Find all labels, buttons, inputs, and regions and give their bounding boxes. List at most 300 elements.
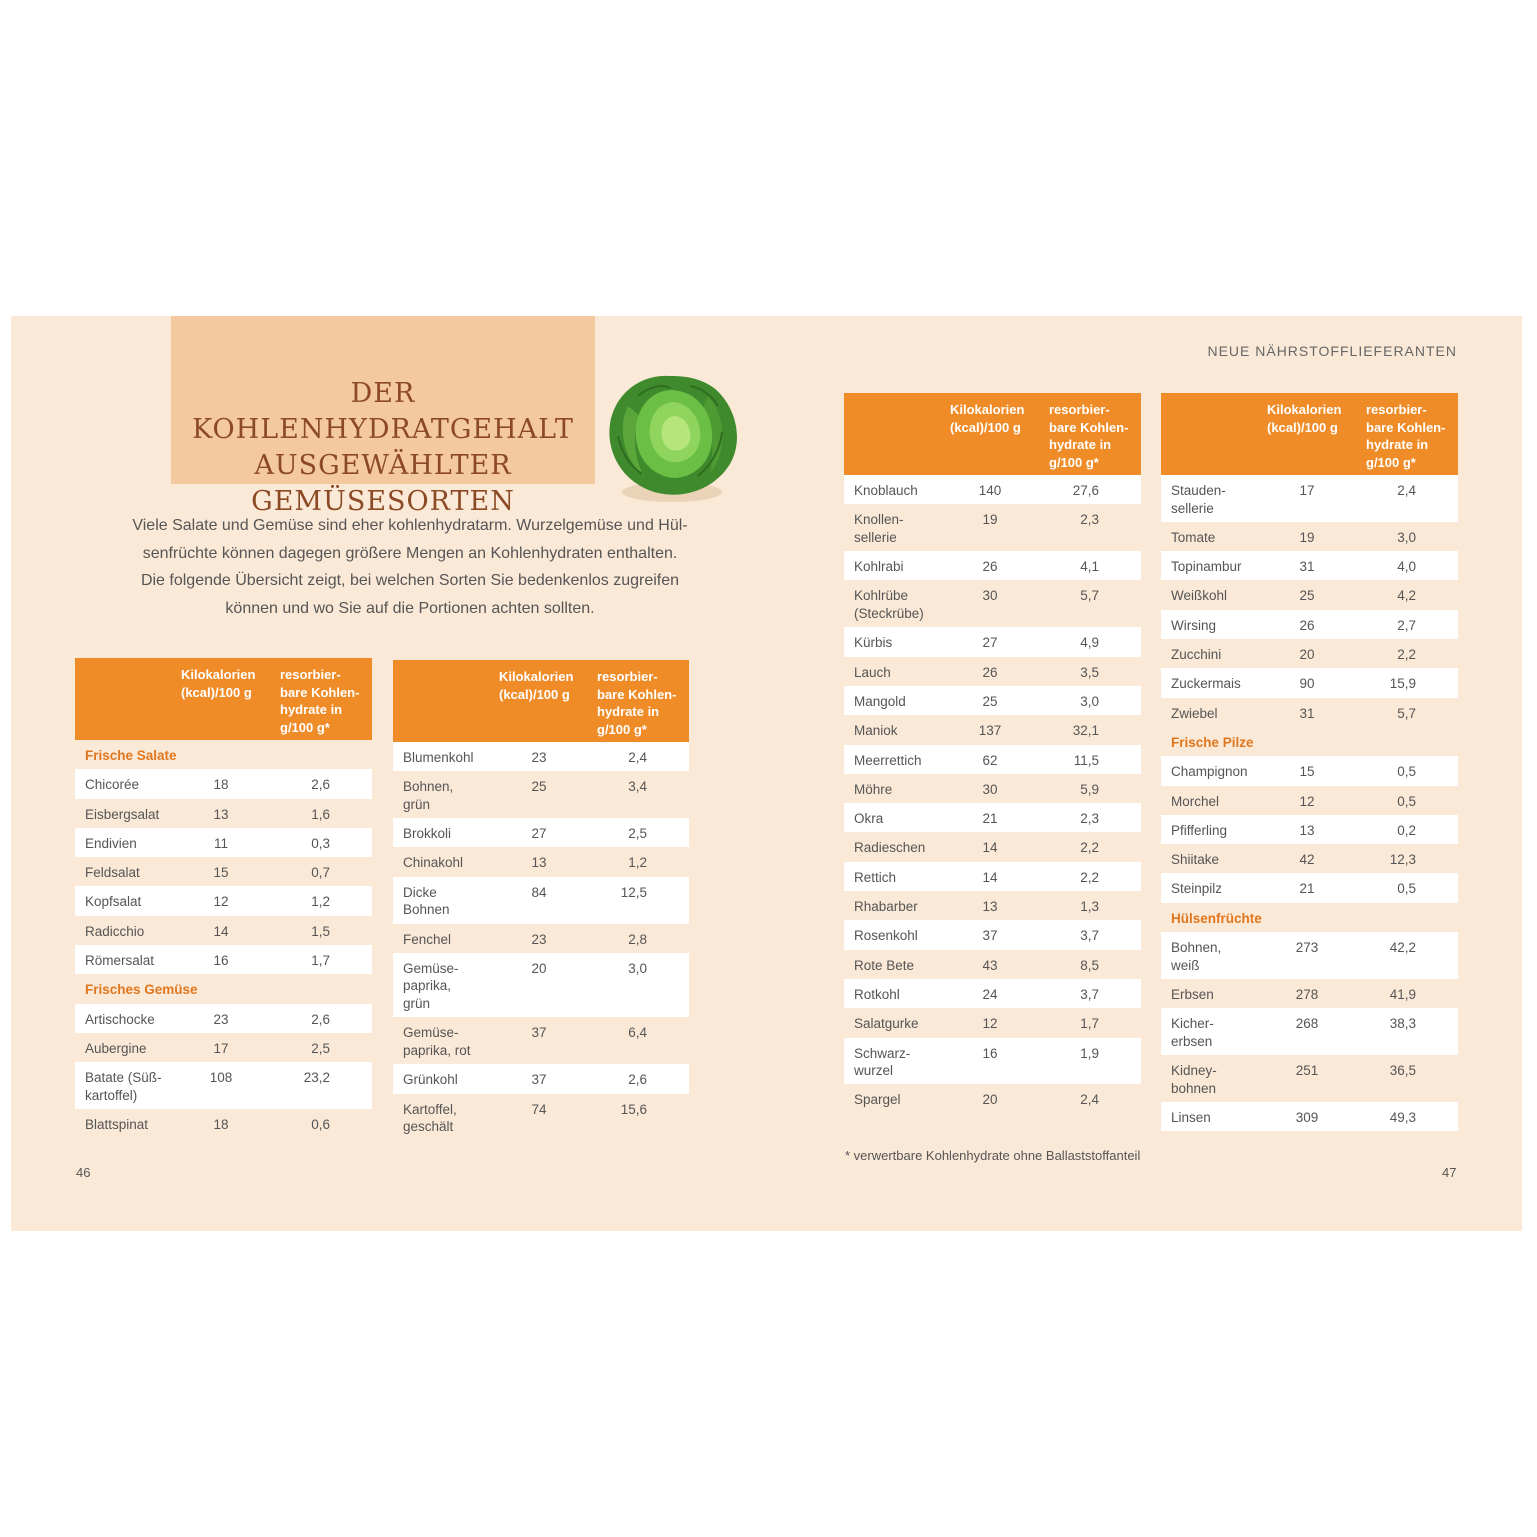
table-row [844, 920, 1141, 949]
carbs-value: 23,2 [303, 1070, 330, 1086]
name-line: Rosenkohl [854, 928, 918, 944]
carbs-value: 32,1 [1072, 723, 1099, 739]
table-row [1161, 668, 1458, 697]
table-row [844, 891, 1141, 920]
name-line: wurzel [854, 1063, 894, 1078]
name-line: Kürbis [854, 635, 893, 651]
kcal-value: 20 [531, 960, 547, 976]
vegetable-name [1171, 529, 1215, 547]
header-carbs-line: bare Kohlen- [597, 686, 677, 702]
table-row [1161, 580, 1458, 609]
header-carbs-line: g/100 g* [1049, 454, 1099, 470]
name-line: Endivien [85, 835, 137, 851]
name-line: Okra [854, 811, 884, 827]
name-line: Frische Salate [85, 748, 177, 763]
name-line: Shiitake [1171, 852, 1220, 868]
carbs-value: 2,2 [1397, 647, 1416, 663]
carbs-value: 3,5 [1080, 664, 1099, 680]
table-row [844, 950, 1141, 979]
kcal-value: 140 [978, 483, 1002, 498]
kcal-value: 14 [982, 869, 998, 885]
kcal-value: 15 [213, 865, 229, 881]
name-line: Meerrettich [854, 752, 922, 768]
table-row [844, 580, 1141, 627]
name-line: Rotkohl [854, 986, 900, 1002]
name-line: Chicorée [85, 777, 140, 793]
vegetable-name [403, 854, 463, 872]
vegetable-name [854, 634, 892, 652]
kcal-value: 30 [982, 588, 998, 604]
nutrition-table-3 [844, 393, 1141, 1114]
carbs-value: 2,5 [311, 1040, 330, 1056]
name-line: Kohlrabi [854, 559, 904, 575]
intro-line-3: Die folgende Übersicht zeigt, bei welchen Sorten Sie bedenkenlos zugreifen [140, 572, 680, 589]
table-row [844, 504, 1141, 551]
name-line: Salatgurke [854, 1016, 919, 1032]
table-row [844, 1084, 1141, 1113]
carbs-value: 0,3 [311, 835, 330, 851]
carbs-value: 41,9 [1389, 986, 1416, 1002]
name-line: Hülsenfrüchte [1171, 910, 1262, 926]
kcal-value: 19 [982, 512, 998, 528]
vegetable-name [403, 931, 451, 949]
carbs-value: 1,7 [311, 953, 330, 969]
nutrition-table-4 [1161, 393, 1458, 1131]
kcal-value: 16 [213, 953, 229, 969]
name-line: Zucchini [1171, 647, 1222, 663]
kcal-value: 273 [1295, 940, 1319, 956]
kcal-value: 16 [982, 1045, 998, 1061]
table-row [393, 1064, 689, 1093]
table-row [75, 1033, 372, 1062]
carbs-value: 2,6 [311, 777, 330, 793]
table-row [1161, 844, 1458, 873]
name-line: Rote Bete [854, 957, 915, 973]
header-carbs-line: hydrate in [1049, 437, 1112, 452]
kcal-value: 23 [213, 1011, 229, 1027]
lettuce-icon [598, 366, 742, 506]
carbs-value: 11,5 [1073, 752, 1099, 768]
page-title [171, 376, 595, 520]
vegetable-name [85, 893, 141, 911]
name-line: kartoffel) [85, 1087, 138, 1103]
carbs-value: 2,2 [1080, 869, 1099, 885]
carbs-value: 15,9 [1389, 676, 1416, 692]
header-carbs [597, 668, 676, 738]
vegetable-name [85, 1116, 148, 1134]
vegetable-name [854, 957, 914, 975]
vegetable-name [854, 1091, 901, 1109]
table-row [75, 828, 372, 857]
carbs-value: 12,3 [1389, 852, 1416, 868]
name-line: Chinakohl [403, 855, 464, 871]
header-kcal-line: Kilokalorien [181, 667, 256, 682]
vegetable-name [854, 1045, 910, 1080]
carbs-value: 1,5 [311, 923, 330, 939]
carbs-value: 8,5 [1080, 957, 1099, 973]
carbs-value: 1,2 [628, 855, 647, 871]
kcal-value: 20 [982, 1092, 998, 1108]
header-carbs-line: resorbier- [280, 667, 341, 682]
name-line: Wirsing [1171, 617, 1217, 633]
vegetable-name [85, 1069, 162, 1104]
header-kcal [499, 668, 573, 703]
table-row [844, 979, 1141, 1008]
vegetable-name [854, 558, 904, 576]
kcal-value: 278 [1295, 986, 1319, 1002]
carbs-value: 1,9 [1080, 1045, 1099, 1061]
kcal-value: 31 [1299, 705, 1315, 721]
name-line: Champignon [1171, 764, 1248, 780]
name-line: Grünkohl [403, 1072, 458, 1088]
name-line: Stauden- [1171, 483, 1226, 498]
kcal-value: 18 [213, 777, 229, 793]
header-carbs-line: bare Kohlen- [1049, 419, 1129, 435]
name-line: geschält [403, 1119, 454, 1135]
header-carbs [280, 666, 359, 736]
carbs-value: 27,6 [1072, 483, 1099, 498]
header-carbs-line: bare Kohlen- [280, 684, 360, 700]
kcal-value: 23 [531, 750, 547, 765]
carbs-value: 3,0 [1397, 529, 1416, 545]
carbs-value: 15,6 [620, 1101, 647, 1117]
name-line: Möhre [854, 781, 893, 797]
carbs-value: 4,1 [1080, 559, 1099, 575]
vegetable-name [854, 482, 918, 500]
name-line: paprika, [403, 978, 452, 994]
name-line: Artischocke [85, 1011, 155, 1027]
table-row [75, 857, 372, 886]
kcal-value: 12 [982, 1016, 998, 1032]
vegetable-name [854, 810, 883, 828]
vegetable-name [85, 952, 154, 970]
vegetable-name [854, 869, 896, 887]
kcal-value: 27 [982, 635, 998, 651]
kcal-value: 13 [1299, 822, 1315, 838]
vegetable-name [403, 1101, 457, 1136]
vegetable-name [85, 806, 159, 824]
carbs-value: 2,3 [1080, 512, 1099, 528]
vegetable-name [854, 1015, 919, 1033]
table-row [1161, 756, 1458, 785]
kcal-value: 17 [1299, 483, 1315, 498]
kcal-value: 12 [213, 894, 229, 910]
kcal-value: 25 [1299, 588, 1315, 604]
kcal-value: 19 [1299, 529, 1315, 545]
name-line: sellerie [1171, 500, 1214, 516]
table-row [844, 1008, 1141, 1037]
name-line: Maniok [854, 723, 898, 739]
vegetable-name [403, 778, 453, 813]
table-row [844, 657, 1141, 686]
carbs-value: 2,4 [1080, 1092, 1099, 1108]
name-line: erbsen [1171, 1033, 1213, 1049]
vegetable-name [854, 781, 892, 799]
table-row [1161, 932, 1458, 979]
table-row [75, 916, 372, 945]
vegetable-name [1171, 705, 1218, 723]
name-line: Schwarz- [854, 1045, 911, 1061]
section-heading [1161, 903, 1458, 932]
name-line: Batate (Süß- [85, 1070, 162, 1086]
name-line: Gemüse- [403, 960, 459, 976]
carbs-value: 5,7 [1080, 588, 1099, 604]
header-carbs-line: resorbier- [1049, 402, 1110, 417]
kcal-value: 37 [982, 928, 998, 944]
name-line: Blumenkohl [403, 750, 474, 765]
kcal-value: 90 [1299, 676, 1315, 692]
table-row [1161, 610, 1458, 639]
intro-line-1: Viele Salate und Gemüse sind eher kohlenhydratarm. Wurzelgemüse und Hül- [132, 517, 688, 534]
intro-line-4: können und wo Sie auf die Portionen achten sollten. [225, 599, 595, 617]
table-row [1161, 1102, 1458, 1131]
header-carbs-line: g/100 g* [1366, 454, 1416, 470]
header-kcal-line: (kcal)/100 g [181, 684, 252, 700]
name-line: bohnen [1171, 1080, 1217, 1096]
header-kcal-line: (kcal)/100 g [950, 419, 1021, 435]
carbs-value: 0,6 [311, 1117, 330, 1133]
carbs-value: 0,5 [1397, 764, 1416, 780]
kcal-value: 309 [1295, 1109, 1319, 1125]
header-carbs-line: hydrate in [597, 704, 660, 719]
kcal-value: 27 [531, 826, 547, 842]
kcal-value: 42 [1299, 852, 1315, 868]
vegetable-name [854, 722, 898, 740]
table-row [844, 715, 1141, 744]
vegetable-name [403, 825, 451, 843]
kcal-value: 13 [982, 899, 998, 915]
kcal-value: 108 [209, 1070, 233, 1086]
carbs-value: 5,7 [1397, 705, 1416, 721]
name-line: Rhabarber [854, 899, 918, 915]
name-line: Bohnen, [1171, 940, 1222, 956]
table-row [844, 862, 1141, 891]
kcal-value: 17 [213, 1040, 229, 1056]
vegetable-name [1171, 822, 1227, 840]
title-line-2: AUSGEWÄHLTER GEMÜSESORTEN [251, 450, 515, 517]
table-row [1161, 815, 1458, 844]
vegetable-name [1171, 986, 1214, 1004]
kcal-value: 24 [982, 986, 998, 1002]
table-row [393, 1094, 689, 1141]
table-header [844, 393, 1141, 475]
kcal-value: 43 [982, 957, 998, 973]
name-line: Frisches Gemüse [85, 982, 198, 998]
name-line: Kidney- [1171, 1063, 1217, 1079]
carbs-value: 2,6 [628, 1072, 647, 1088]
table-row [393, 771, 689, 818]
carbs-value: 36,5 [1389, 1063, 1416, 1079]
carbs-value: 12,5 [620, 884, 647, 900]
carbs-value: 2,5 [628, 826, 647, 842]
section-heading [75, 974, 372, 1003]
header-carbs [1366, 401, 1445, 471]
table-header [393, 660, 689, 742]
carbs-value: 2,8 [628, 931, 647, 947]
header-carbs-line: bare Kohlen- [1366, 419, 1446, 435]
header-carbs-line: resorbier- [1366, 402, 1427, 417]
carbs-value: 3,0 [1080, 693, 1099, 709]
section-label [85, 981, 198, 999]
kcal-value: 23 [531, 931, 547, 947]
table-row [75, 945, 372, 974]
table-row [844, 774, 1141, 803]
table-row [844, 745, 1141, 774]
table-row [75, 1062, 372, 1109]
name-line: weiß [1171, 957, 1200, 973]
vegetable-name [854, 752, 922, 770]
name-line: sellerie [854, 529, 897, 545]
vegetable-name [854, 927, 918, 945]
table-row [75, 1109, 372, 1138]
vegetable-name [403, 1024, 471, 1059]
carbs-value: 0,7 [311, 865, 330, 881]
nutrition-table-2 [393, 660, 689, 1140]
header-kcal [950, 401, 1024, 436]
name-line: Weißkohl [1171, 588, 1228, 604]
carbs-value: 5,9 [1080, 781, 1099, 797]
header-kcal-line: Kilokalorien [499, 669, 574, 684]
name-line: Bohnen [403, 902, 450, 918]
name-line: Tomate [1171, 529, 1216, 545]
carbs-value: 3,7 [1080, 986, 1099, 1002]
kcal-value: 251 [1295, 1063, 1319, 1079]
name-line: Bohnen, [403, 779, 454, 795]
name-line: Mangold [854, 693, 906, 709]
kcal-value: 21 [1299, 881, 1315, 897]
kcal-value: 12 [1299, 793, 1315, 809]
name-line: Topinambur [1171, 559, 1242, 575]
carbs-value: 1,7 [1080, 1016, 1099, 1032]
vegetable-name [854, 587, 924, 622]
kcal-value: 37 [531, 1025, 547, 1041]
name-line: (Steckrübe) [854, 605, 924, 621]
table-row [75, 769, 372, 798]
header-kcal-line: Kilokalorien [1267, 402, 1342, 417]
table-row [1161, 522, 1458, 551]
kcal-value: 18 [213, 1117, 229, 1133]
name-line: Zwiebel [1171, 705, 1218, 721]
kcal-value: 25 [982, 693, 998, 709]
table-row [1161, 1008, 1458, 1055]
page-number-right: 47 [1442, 1165, 1457, 1180]
name-line: Kartoffel, [403, 1101, 457, 1117]
carbs-value: 2,4 [1397, 483, 1416, 498]
name-line: Kohlrübe [854, 588, 909, 604]
section-heading [1161, 727, 1458, 756]
table-row [844, 832, 1141, 861]
table-row [844, 1038, 1141, 1085]
header-carbs-line: hydrate in [1366, 437, 1429, 452]
vegetable-name [1171, 763, 1248, 781]
name-line: Morchel [1171, 793, 1220, 809]
intro-paragraph [80, 512, 740, 622]
vegetable-name [85, 835, 137, 853]
vegetable-name [403, 1071, 458, 1089]
table-row [393, 924, 689, 953]
carbs-value: 49,3 [1389, 1109, 1416, 1125]
table-row [393, 877, 689, 924]
vegetable-name [1171, 646, 1221, 664]
kcal-value: 25 [531, 779, 547, 795]
kcal-value: 13 [213, 806, 229, 822]
carbs-value: 4,2 [1397, 588, 1416, 604]
vegetable-name [85, 776, 139, 794]
section-label [85, 747, 177, 765]
table-header [75, 658, 372, 740]
carbs-value: 0,5 [1397, 793, 1416, 809]
name-line: Radicchio [85, 923, 145, 939]
header-carbs-line: hydrate in [280, 702, 343, 717]
table-row [1161, 873, 1458, 902]
carbs-value: 3,4 [628, 779, 647, 795]
vegetable-name [854, 664, 891, 682]
carbs-value: 42,2 [1389, 940, 1416, 956]
table-row [75, 886, 372, 915]
vegetable-name [1171, 482, 1226, 517]
kcal-value: 20 [1299, 647, 1315, 663]
vegetable-name [1171, 675, 1241, 693]
carbs-value: 2,2 [1080, 840, 1099, 856]
header-carbs-line: resorbier- [597, 669, 658, 684]
carbs-value: 3,0 [628, 960, 647, 976]
vegetable-name [1171, 793, 1219, 811]
carbs-value: 1,3 [1080, 899, 1099, 915]
vegetable-name [1171, 617, 1216, 635]
table-row [393, 742, 689, 771]
vegetable-name [1171, 880, 1222, 898]
table-row [1161, 1055, 1458, 1102]
name-line: Feldsalat [85, 865, 140, 881]
table-row [75, 1004, 372, 1033]
name-line: Brokkoli [403, 826, 452, 842]
name-line: Knoblauch [854, 483, 918, 498]
vegetable-name [1171, 587, 1227, 605]
carbs-value: 0,5 [1397, 881, 1416, 897]
kcal-value: 268 [1295, 1016, 1319, 1032]
footnote: * verwertbare Kohlenhydrate ohne Ballaststoffanteil [845, 1148, 1141, 1163]
name-line: Radieschen [854, 840, 926, 856]
carbs-value: 38,3 [1389, 1016, 1416, 1032]
name-line: Zuckermais [1171, 676, 1241, 692]
kcal-value: 21 [982, 811, 998, 827]
name-line: Linsen [1171, 1109, 1211, 1125]
title-line-1: DER KOHLENHYDRATGEHALT [192, 378, 574, 445]
header-carbs [1049, 401, 1128, 471]
vegetable-name [85, 864, 140, 882]
vegetable-name [854, 839, 925, 857]
kcal-value: 11 [213, 835, 228, 851]
vegetable-name [85, 1011, 155, 1029]
name-line: Frische Pilze [1171, 734, 1254, 750]
vegetable-name [85, 923, 144, 941]
name-line: Erbsen [1171, 986, 1214, 1002]
table-row [1161, 475, 1458, 522]
carbs-value: 6,4 [628, 1025, 647, 1041]
carbs-value: 2,3 [1080, 811, 1099, 827]
vegetable-name [1171, 1109, 1211, 1127]
carbs-value: 2,4 [628, 750, 647, 765]
table-row [1161, 979, 1458, 1008]
table-row [1161, 698, 1458, 727]
kcal-value: 84 [531, 884, 547, 900]
name-line: Knollen- [854, 512, 904, 528]
vegetable-name [854, 511, 904, 546]
page-number-left: 46 [76, 1165, 91, 1180]
kcal-value: 62 [982, 752, 998, 768]
header-kcal [1267, 401, 1341, 436]
name-line: paprika, rot [403, 1042, 471, 1058]
